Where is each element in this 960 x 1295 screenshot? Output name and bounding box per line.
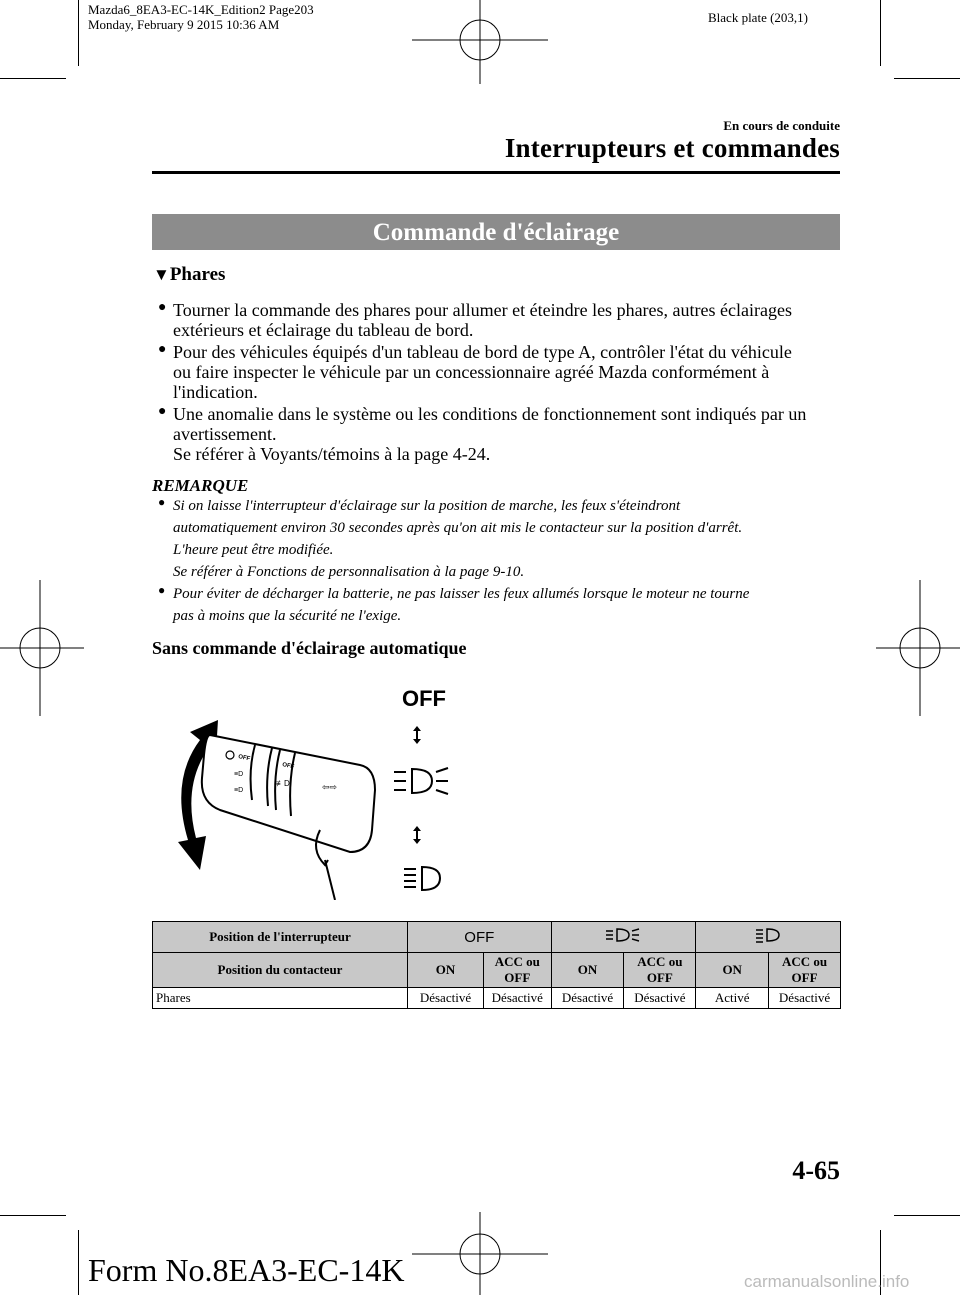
- table-cell: ON: [408, 953, 484, 988]
- table-header-cell: Position de l'interrupteur: [153, 922, 408, 953]
- note-line: pas à moins que la sécurité ne l'exige.: [173, 608, 402, 624]
- table-cell: Désactivé: [769, 988, 841, 1009]
- print-file-info: Mazda6_8EA3-EC-14K_Edition2 Page203: [88, 2, 314, 17]
- double-arrow-icon: [412, 826, 422, 844]
- lever-off-label-1: OFF: [237, 754, 251, 763]
- bullet-line: extérieurs et éclairage du tableau de bord.: [173, 320, 474, 340]
- table-cell: Désactivé: [551, 988, 624, 1009]
- switch-position-table: [152, 921, 841, 1009]
- note-line: Pour éviter de décharger la batterie, ne pas laisser les feux allumés lorsque le moteur ne tourne: [173, 586, 750, 602]
- subsection-heading: [153, 264, 225, 286]
- position-off-label: OFF: [402, 686, 446, 711]
- registration-mark-top: [412, 0, 548, 84]
- double-arrow-icon: [412, 726, 422, 744]
- section-category: En cours de conduite: [723, 118, 840, 133]
- bullet-icon: ●: [158, 583, 166, 597]
- note-line: Se référer à Fonctions de personnalisation à la page 9-10.: [173, 564, 525, 580]
- bullet-line: l'indication.: [173, 382, 258, 402]
- table-cell: Désactivé: [483, 988, 551, 1009]
- parking-light-symbol-icon: [392, 766, 450, 796]
- bullet-line: Tourner la commande des phares pour allumer et éteindre les phares, autres éclairages: [173, 300, 792, 320]
- table-cell: Désactivé: [408, 988, 484, 1009]
- registration-mark-bottom: [412, 1212, 548, 1295]
- table-row: [153, 988, 841, 1009]
- table-cell: ON: [696, 953, 769, 988]
- table-row: [153, 922, 841, 953]
- registration-mark-right: [876, 580, 960, 716]
- parking-light-icon: ≡D: [234, 771, 244, 778]
- subsection-title: Phares: [169, 264, 226, 285]
- section-title: Interrupteurs et commandes: [504, 133, 840, 163]
- lever-body: [202, 735, 375, 852]
- table-off-label: OFF: [464, 928, 495, 946]
- bullet-icon: ●: [158, 300, 167, 315]
- note-line: L'heure peut être modifiée.: [173, 542, 334, 558]
- table-row: [153, 953, 841, 988]
- turn-signal-icon: ⇦⇨: [322, 782, 338, 792]
- bullet-icon: ●: [158, 404, 167, 419]
- table-cell: ACC ou OFF: [769, 953, 841, 988]
- print-plate: Black plate (203,1): [708, 10, 808, 25]
- print-date: Monday, February 9 2015 10:36 AM: [88, 17, 280, 32]
- bullet-line: Une anomalie dans le système ou les conditions de fonctionnement sont indiqués par un: [173, 404, 807, 424]
- headlight-symbol-icon: [402, 864, 442, 894]
- headlight-icon: ≡D: [234, 787, 244, 794]
- table-cell: ACC ou OFF: [483, 953, 551, 988]
- section-rule: [152, 171, 840, 174]
- topic-banner: Commande d'éclairage: [152, 214, 840, 250]
- headlight-symbol-icon: [755, 927, 781, 943]
- table-cell: ACC ou OFF: [624, 953, 696, 988]
- fog-light-icon: ≢D: [276, 779, 290, 788]
- page-number: 4-65: [792, 1156, 840, 1185]
- lever-off-label-2: OFF: [281, 762, 295, 771]
- figure-heading: Sans commande d'éclairage automatique: [152, 638, 467, 658]
- triangle-marker-icon: ▼: [153, 265, 170, 284]
- table-header-cell: [696, 922, 841, 953]
- table-cell: ON: [551, 953, 624, 988]
- bullet-icon: ●: [158, 342, 167, 357]
- bullet-line: Se référer à Voyants/témoins à la page 4-24.: [173, 444, 491, 464]
- note-line: Si on laisse l'interrupteur d'éclairage sur la position de marche, les feux s'éteindront: [173, 498, 681, 514]
- bullet-line: avertissement.: [173, 424, 277, 444]
- registration-mark-left: [0, 580, 84, 716]
- table-header-cell: Position du contacteur: [153, 953, 408, 988]
- table-header-cell: [551, 922, 696, 953]
- bullet-line: Pour des véhicules équipés d'un tableau de bord de type A, contrôler l'état du véhicule: [173, 342, 792, 362]
- table-cell: Désactivé: [624, 988, 696, 1009]
- note-title: REMARQUE: [152, 476, 249, 495]
- bullet-line: ou faire inspecter le véhicule par un concessionnaire agréé Mazda conformément à: [173, 362, 770, 382]
- form-number: Form No.8EA3-EC-14K: [88, 1252, 405, 1288]
- parking-light-symbol-icon: [605, 927, 641, 943]
- bullet-icon: ●: [158, 495, 166, 509]
- table-header-cell: [408, 922, 552, 953]
- table-cell: Phares: [153, 988, 408, 1009]
- note-line: automatiquement environ 30 secondes après qu'on ait mis le contacteur sur la position d'arrêt.: [173, 520, 743, 536]
- table-cell: Activé: [696, 988, 769, 1009]
- watermark: carmanualsonline.info: [744, 1272, 910, 1291]
